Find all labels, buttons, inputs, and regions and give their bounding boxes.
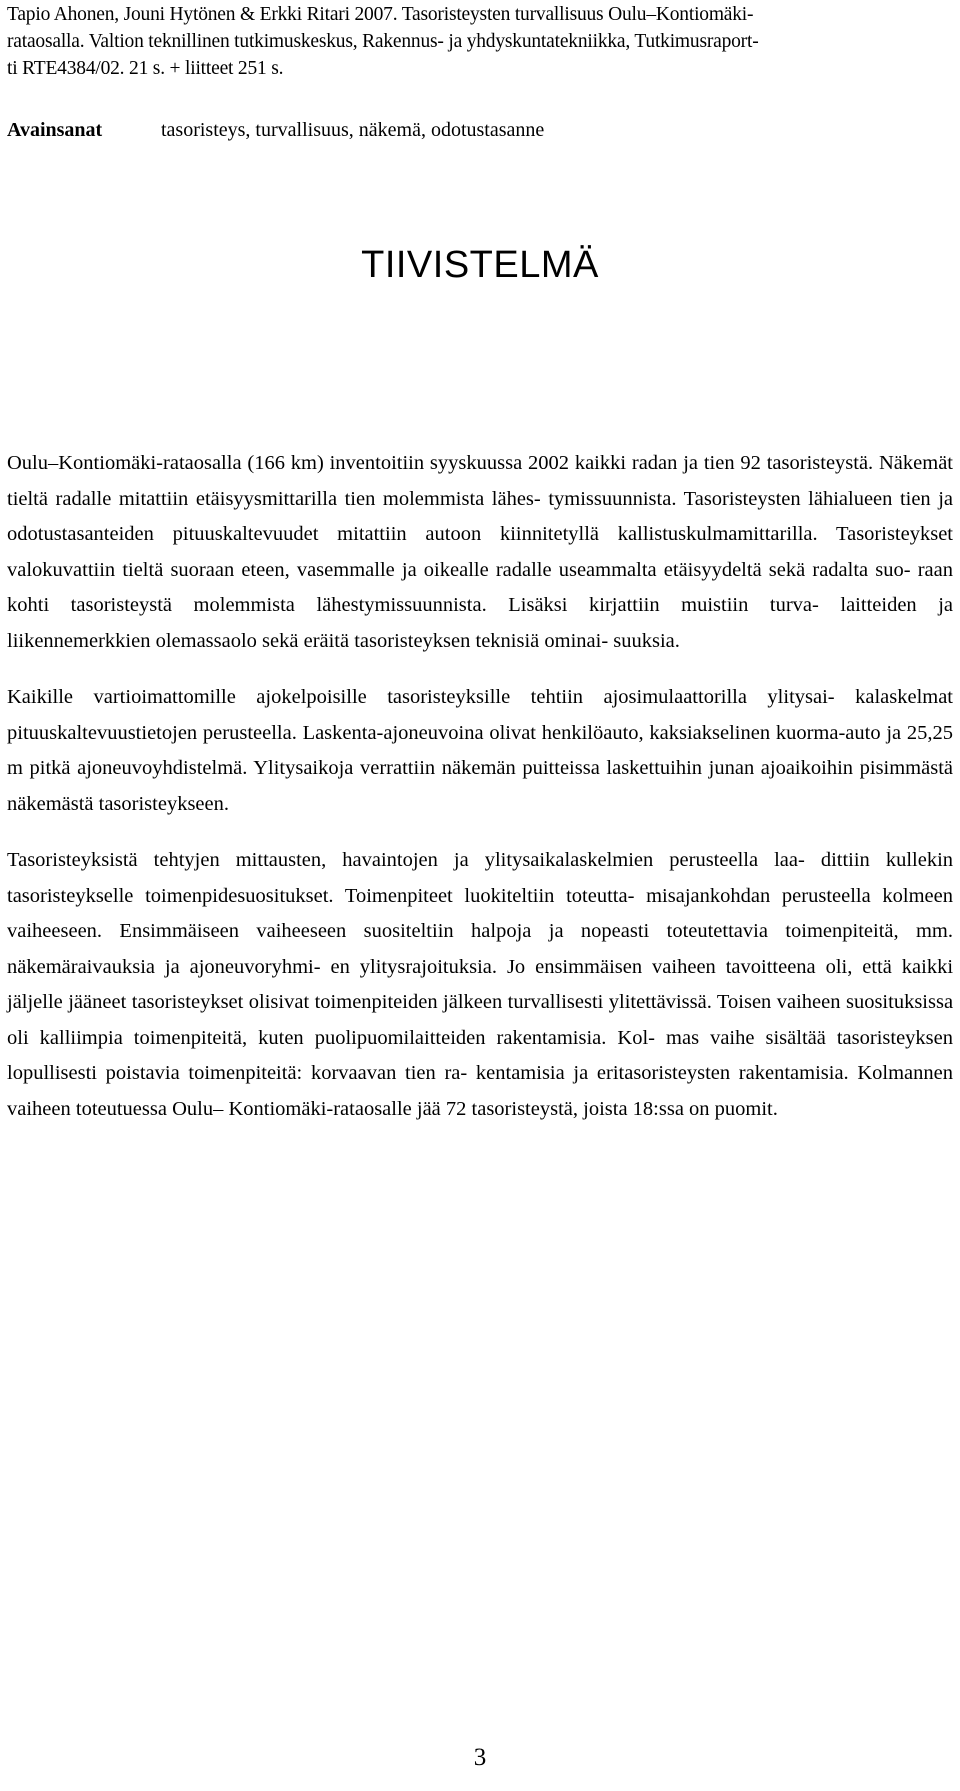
citation-line: rataosalla. Valtion teknillinen tutkimuskeskus, Rakennus- ja yhdyskuntatekniikka, Tutkimusraport- [7, 31, 759, 52]
page-number: 3 [473, 1744, 487, 1771]
abstract-body [7, 446, 953, 1148]
text-line: mas vaihe sisältää tasoristeyksen lopullisesti poistavia toimenpiteitä: korvaavan tien ra- [7, 1026, 954, 1084]
citation-line: Tapio Ahonen, Jouni Hytönen & Erkki Ritari 2007. Tasoristeysten turvallisuus Oulu–Kontiomäki- [7, 4, 754, 25]
text-line: suuksia. [613, 629, 680, 652]
text-line: misajankohdan perusteella kolmeen vaiheeseen. Ensimmäiseen vaiheeseen suositeltiin [7, 884, 953, 942]
text-line: laitteiden ja liikennemerkkien olemassaolo sekä eräitä tasoristeyksen teknisiä ominai- [7, 594, 953, 652]
text-line: raan kohti tasoristeystä molemmista lähestymissuunnista. Lisäksi kirjattiin muistiin turva- [7, 558, 954, 616]
text-line: kaksiakselinen kuorma-auto ja 25,25 m pitkä ajoneuvoyhdistelmä. Ylitysaikoja verrattiin [7, 721, 953, 779]
text-line: Kontiomäki-rataosalle jää 72 tasoristeystä, joista 18:ssa on puomit. [228, 1097, 778, 1120]
citation-block [7, 1, 953, 82]
text-line: Oulu–Kontiomäki-rataosalla (166 km) inventoitiin syyskuussa 2002 kaikki radan ja tien [7, 452, 735, 474]
text-line: 92 tasoristeystä. Näkemät tieltä radalle mitattiin etäisyysmittarilla tien molemmista lähes- [7, 452, 953, 510]
abstract-paragraph [7, 680, 953, 822]
text-line: suoraan eteen, vasemmalle ja oikealle radalle useammalta etäisyydeltä sekä radalta suo- [170, 558, 911, 581]
text-line: tasoristeykset olisivat toimenpiteiden jälkeen turvallisesti ylitettävissä. Toisen vaiheen [131, 991, 841, 1013]
text-line: dittiin kullekin tasoristeykselle toimenpidesuositukset. Toimenpiteet luokiteltiin toteutta- [7, 849, 954, 907]
text-line: halpoja ja nopeasti toteutettavia toimenpiteitä, mm. näkemäraivauksia ja ajoneuvoryhmi- [7, 920, 954, 978]
keywords-label: Avainsanat [7, 119, 103, 141]
text-line: suosituksissa oli kalliimpia toimenpiteitä, kuten puolipuomilaitteiden rakentamisia. Kol- [7, 991, 954, 1049]
keywords-value: tasoristeys, turvallisuus, näkemä, odotustasanne [161, 119, 545, 141]
abstract-paragraph [7, 843, 953, 1127]
citation-line: ti RTE4384/02. 21 s. + liitteet 251 s. [7, 58, 284, 79]
text-line: tymissuunnista. Tasoristeysten lähialueen tien ja odotustasanteiden pituuskaltevuudet [7, 487, 954, 545]
text-line: kalaskelmat pituuskaltevuustietojen perusteella. Laskenta-ajoneuvoina olivat henkilöauto, [7, 686, 953, 744]
text-line: kentamisia ja eritasoristeysten rakentamisia. Kolmannen vaiheen toteutuessa Oulu– [7, 1062, 954, 1120]
text-line: en ylitysrajoituksia. Jo ensimmäisen vaiheen tavoitteena oli, että kaikki jäljelle jääneet [7, 955, 954, 1013]
text-line: Tasoristeyksistä tehtyjen mittausten, havaintojen ja ylitysaikalaskelmien perusteella laa- [7, 849, 805, 871]
text-line: mitattiin autoon kiinnitetyllä kallistuskulmamittarilla. Tasoristeykset valokuvattiin tieltä [7, 523, 954, 581]
text-line: Kaikille vartioimattomille ajokelpoisille tasoristeyksille tehtiin ajosimulaattorilla ylitysai- [7, 686, 835, 708]
text-line: näkemän puitteissa laskettuihin junan ajoaikoihin pisimmästä näkemästä tasoristeykseen. [7, 757, 954, 815]
abstract-paragraph [7, 446, 953, 659]
page-title: TIIVISTELMÄ [361, 244, 599, 286]
